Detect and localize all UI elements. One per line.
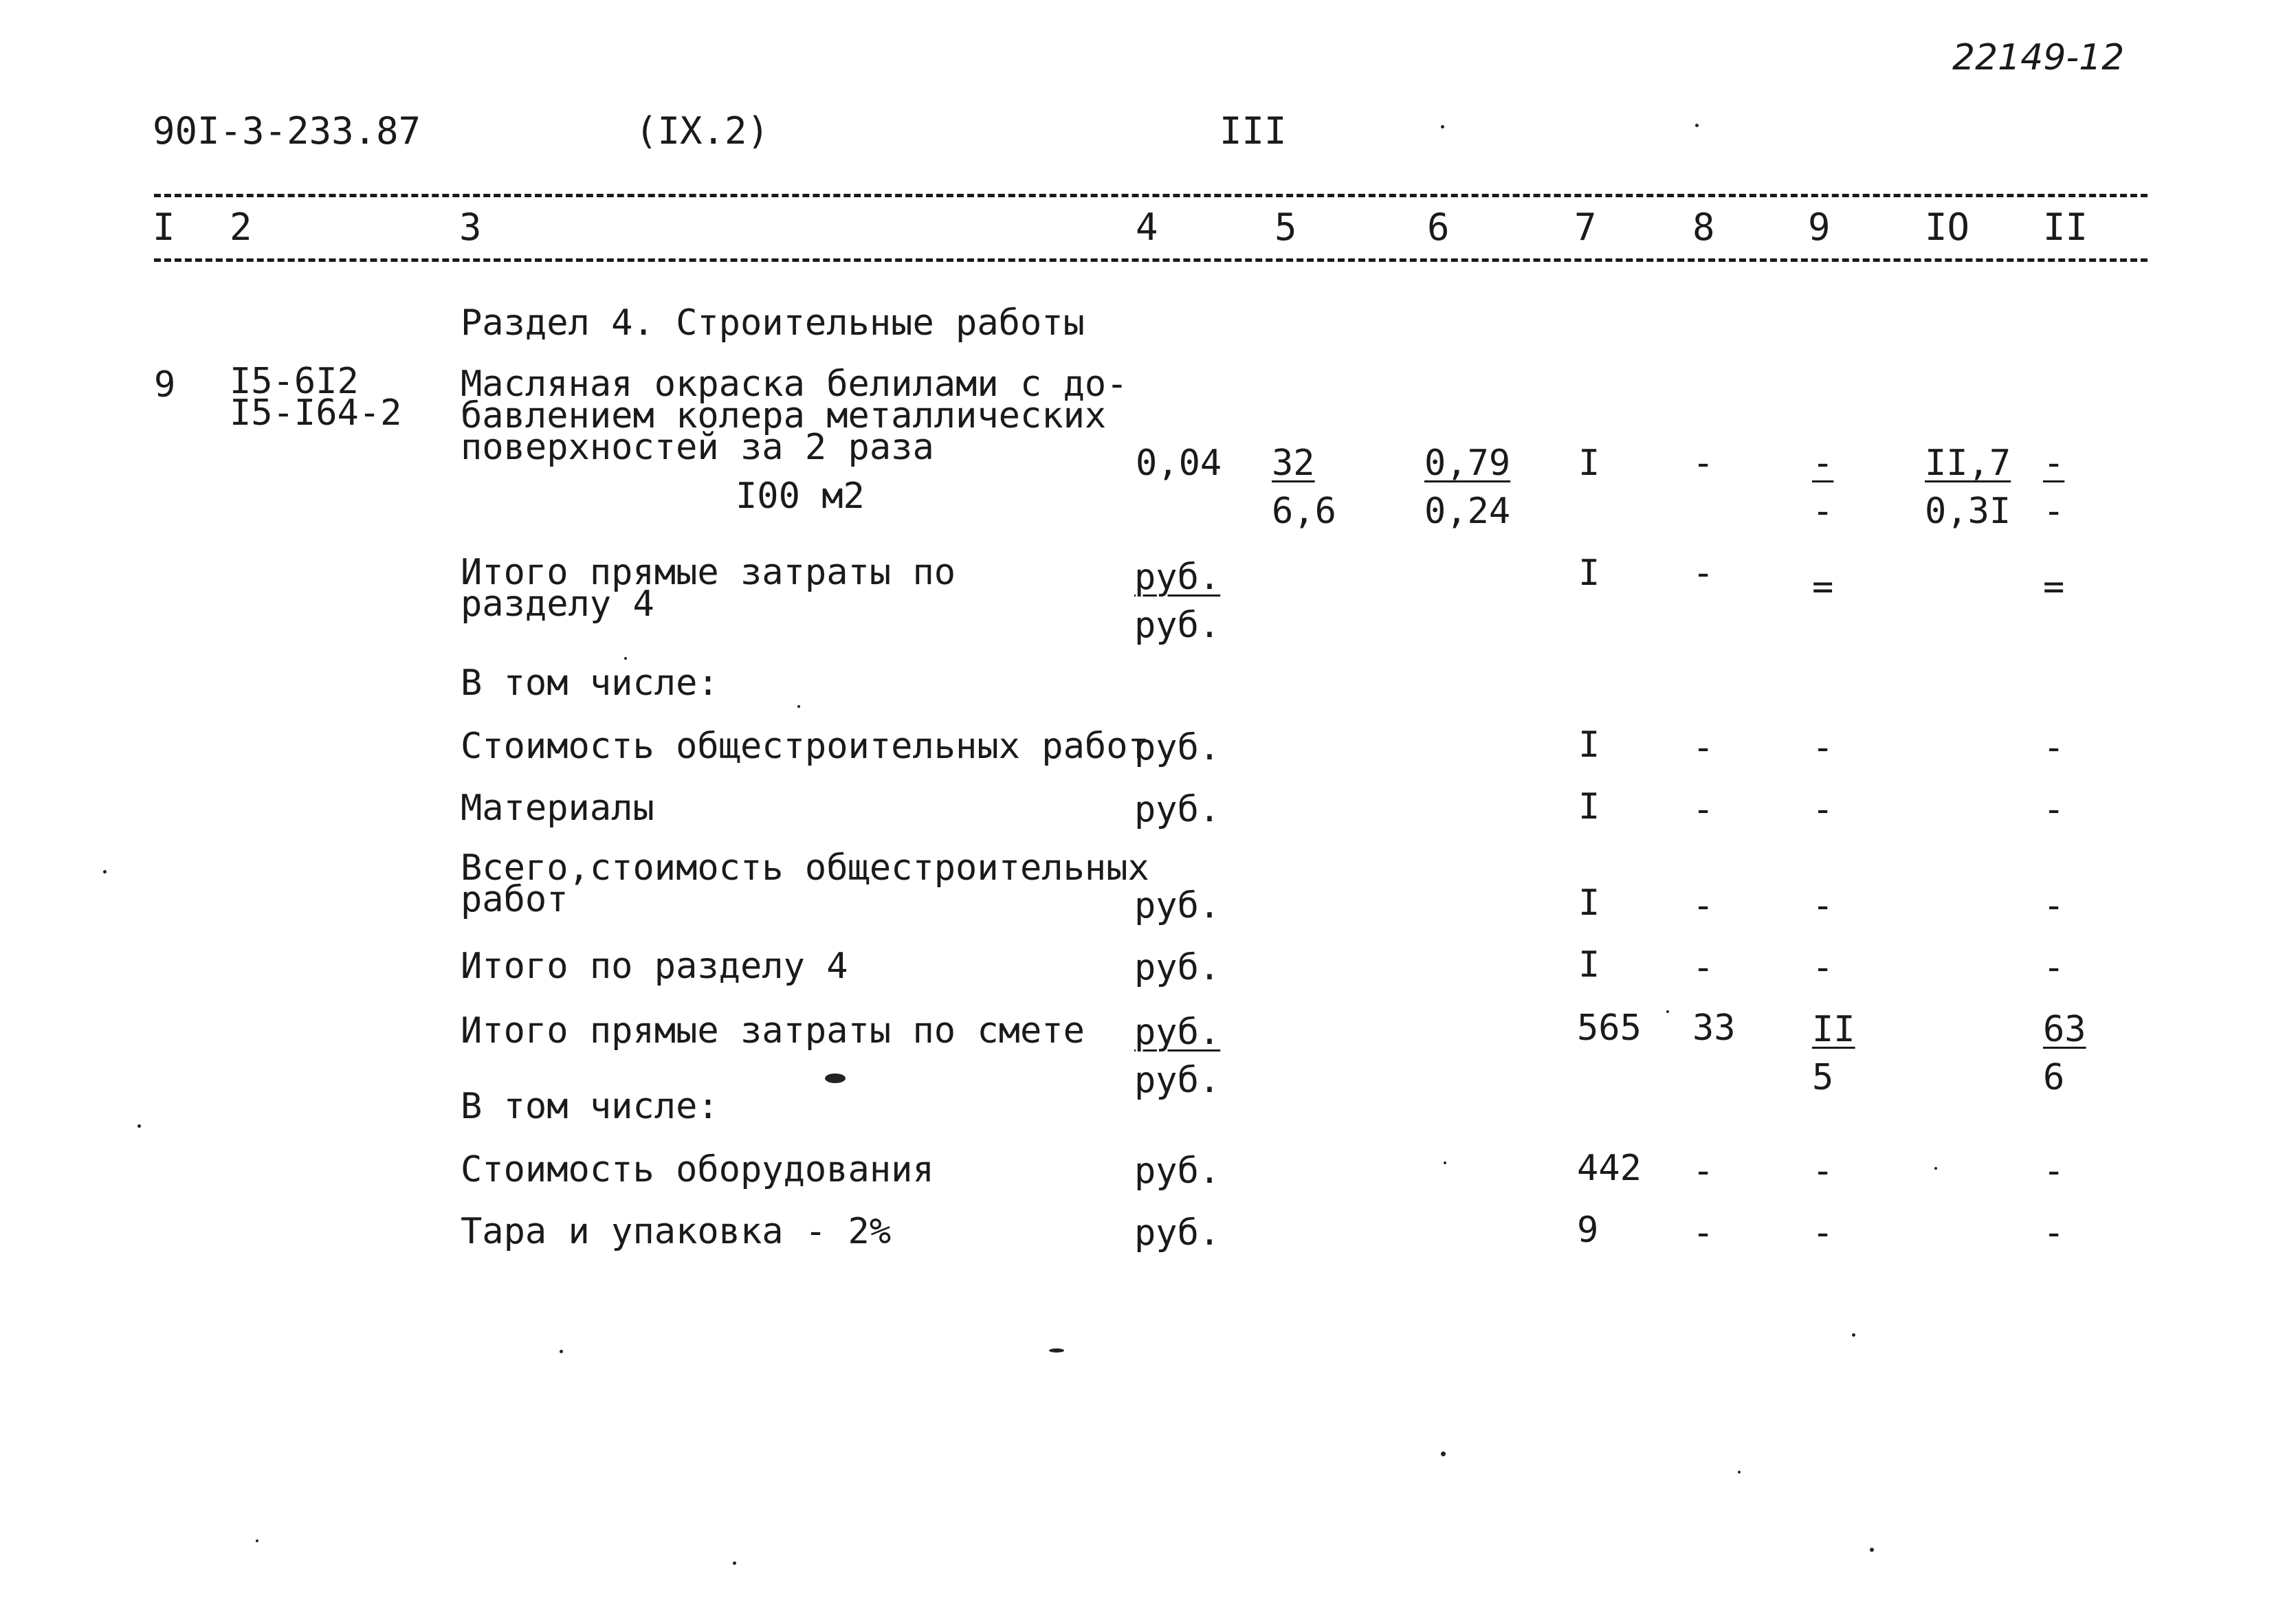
row-codes: I5-6I2 I5-I64-2	[230, 361, 402, 434]
row-unit: I00 м2	[736, 476, 865, 517]
scan-speck	[560, 1350, 563, 1353]
row-number: 9	[154, 364, 176, 405]
summary-col7: I	[1578, 944, 1600, 986]
scan-speck	[137, 1124, 141, 1128]
scan-speck	[624, 657, 627, 660]
scan-speck	[1441, 1451, 1446, 1456]
column-header-4: 4	[1136, 205, 1158, 249]
row-col6-top: 0,79	[1424, 443, 1511, 484]
header-rule-top	[154, 194, 2148, 197]
column-header-1: I	[153, 205, 175, 249]
summary-label: Всего,стоимость общестроительных работ	[461, 847, 1149, 920]
column-header-6: 6	[1427, 205, 1450, 249]
header-rule-bottom	[154, 258, 2148, 262]
summary-label: В том числе:	[461, 1086, 719, 1127]
summary-col7: I	[1578, 882, 1600, 924]
summary-col7: 565	[1577, 1008, 1642, 1049]
summary-col7: 9	[1577, 1210, 1599, 1251]
summary-label: Стоимость оборудования	[461, 1149, 934, 1190]
scan-speck	[1870, 1548, 1874, 1552]
page-number: III	[1219, 109, 1287, 153]
summary-col9: -	[1812, 727, 1834, 768]
scan-speck	[1695, 124, 1699, 127]
row-col10-bottom: 0,3I	[1925, 491, 2011, 532]
summary-label: Итого по разделу 4	[461, 946, 848, 987]
summary-label: Тара и упаковка - 2%	[461, 1211, 892, 1252]
summary-unit: руб.	[1134, 1012, 1221, 1053]
summary-unit: руб.	[1134, 885, 1221, 926]
scan-speck	[1738, 1471, 1741, 1473]
summary-unit: руб.	[1134, 1212, 1221, 1254]
row-col7: I	[1578, 443, 1600, 484]
row-col9-bottom: -	[1812, 491, 1834, 532]
scan-speck	[1852, 1333, 1855, 1337]
summary-unit-second: руб.	[1134, 1060, 1221, 1101]
scan-speck	[256, 1539, 258, 1542]
column-header-2: 2	[230, 205, 252, 249]
summary-col9: -	[1812, 947, 1834, 988]
scan-speck	[1666, 1010, 1669, 1013]
summary-label: В том числе:	[461, 663, 719, 704]
scan-speck	[1049, 1348, 1064, 1353]
summary-col11: -	[2043, 1212, 2065, 1254]
summary-unit: руб.	[1134, 947, 1221, 988]
scan-speck	[1444, 1161, 1446, 1164]
summary-unit: руб.	[1134, 727, 1221, 768]
row-quantity: 0,04	[1136, 443, 1222, 484]
summary-col8: -	[1692, 1212, 1714, 1254]
row-col5-top: 32	[1272, 443, 1315, 484]
summary-col8: -	[1692, 727, 1714, 768]
summary-label: Итого прямые затраты по смете	[461, 1010, 1085, 1052]
summary-col8: -	[1692, 789, 1714, 830]
summary-col9: -	[1812, 885, 1834, 926]
summary-unit: руб.	[1134, 1150, 1221, 1192]
summary-col8: 33	[1692, 1008, 1736, 1049]
scan-speck	[825, 1074, 846, 1083]
summary-col11: -	[2043, 1150, 2065, 1192]
row-col9-top: -	[1812, 443, 1834, 484]
summary-col11-bottom: 6	[2043, 1057, 2065, 1098]
column-header-9: 9	[1808, 205, 1831, 249]
row-col10-top: II,7	[1925, 443, 2011, 484]
summary-col7: 442	[1577, 1148, 1642, 1189]
summary-unit: руб.	[1134, 789, 1221, 830]
summary-label: Стоимость общестроительных работ	[461, 726, 1149, 767]
scan-speck	[797, 705, 800, 708]
document-ref: (IX.2)	[635, 109, 770, 153]
row-col11-bottom: -	[2043, 491, 2065, 532]
scan-speck	[1934, 1167, 1937, 1170]
row-col5-bottom: 6,6	[1272, 491, 1336, 532]
handwritten-number: 22149-12	[1952, 37, 2125, 78]
scan-speck	[103, 870, 107, 874]
row-col11-top: -	[2043, 443, 2065, 484]
summary-col9-top: II	[1812, 1009, 1855, 1050]
summary-unit-second: руб.	[1134, 605, 1221, 646]
summary-col9: -	[1812, 1212, 1834, 1254]
column-header-7: 7	[1574, 205, 1597, 249]
summary-label: Итого прямые затраты по разделу 4	[461, 552, 956, 625]
row-description: Масляная окраска белилами с до- бавлением колера металлических поверхностей за 2 раза	[461, 364, 1128, 468]
summary-col7: I	[1578, 553, 1600, 594]
summary-col7: I	[1578, 724, 1600, 766]
summary-col9: -	[1812, 1150, 1834, 1192]
summary-col8: -	[1692, 553, 1714, 594]
row-col8: -	[1692, 443, 1714, 484]
row-col6-bottom: 0,24	[1424, 491, 1511, 532]
document-code: 90I-3-233.87	[153, 109, 421, 153]
summary-col8: -	[1692, 947, 1714, 988]
summary-col11: -	[2043, 727, 2065, 768]
summary-col11: =	[2043, 566, 2065, 608]
summary-unit: руб.	[1134, 557, 1221, 598]
summary-col11-top: 63	[2043, 1009, 2086, 1050]
scan-speck	[1441, 125, 1444, 129]
summary-col8: -	[1692, 1150, 1714, 1192]
column-header-8: 8	[1692, 205, 1715, 249]
column-header-11: II	[2043, 205, 2088, 249]
summary-col11: -	[2043, 789, 2065, 830]
column-header-5: 5	[1274, 205, 1297, 249]
summary-label: Материалы	[461, 788, 654, 829]
summary-col8: -	[1692, 885, 1714, 926]
column-header-10: IO	[1925, 205, 1970, 249]
summary-col11: -	[2043, 947, 2065, 988]
summary-col11: -	[2043, 885, 2065, 926]
summary-col9: =	[1812, 566, 1834, 608]
section-title: Раздел 4. Строительные работы	[461, 302, 1085, 344]
scan-speck	[733, 1561, 736, 1565]
summary-col7: I	[1578, 786, 1600, 827]
summary-col9: -	[1812, 789, 1834, 830]
summary-col9-bottom: 5	[1812, 1057, 1834, 1098]
column-header-3: 3	[459, 205, 482, 249]
